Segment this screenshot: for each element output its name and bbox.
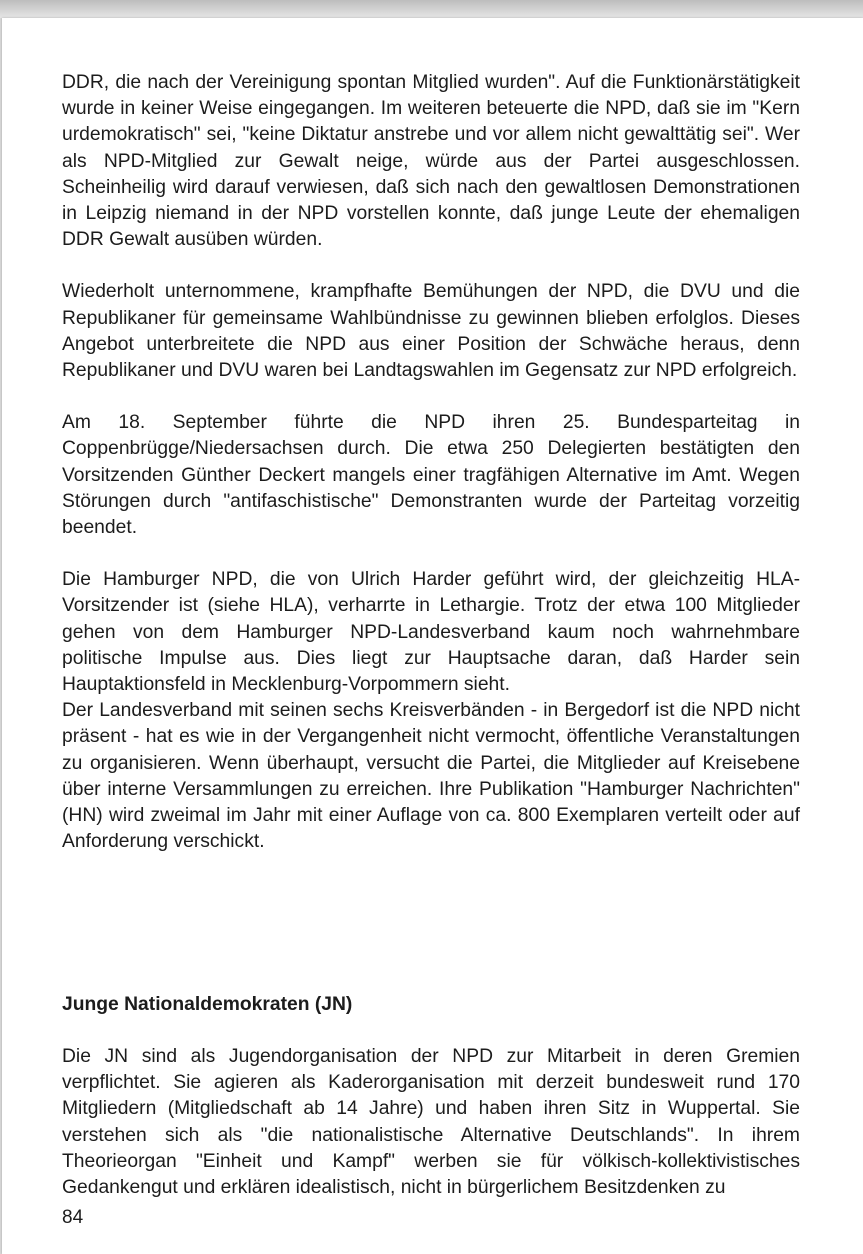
section-heading: Junge Nationaldemokraten (JN): [62, 994, 353, 1015]
paragraph-hamburg-npd: Die Hamburger NPD, die von Ulrich Harder geführt wird, der gleichzeitig HLA-Vorsitzender ist (siehe HLA), verharrte in Lethargie. Trotz der etwa 100 Mitglieder gehen von dem Hamburger NPD-Landesverband kaum noch wahrnehmbare politische Impulse aus. Dies liegt zur Hauptsache daran, daß Harder sein Hauptaktionsfeld in Mecklenburg-Vorpommern sieht.: [62, 569, 800, 696]
body-text: [62, 70, 800, 855]
paragraph-electoral-alliances: Wiederholt unternommene, krampfhafte Bemühungen der NPD, die DVU und die Republikaner für gemeinsame Wahlbündnisse zu gewinnen blieben erfolglos. Dieses Angebot unterbreitete die NPD aus einer Position der Schwäche heraus, denn Republikaner und DVU waren bei Landtagswahlen im Gegensatz zur NPD erfolgreich.: [62, 281, 800, 382]
paragraph-state-association: Der Landesverband mit seinen sechs Kreisverbänden - in Bergedorf ist die NPD nicht präsent - hat es wie in der Vergangenheit nicht vermocht, öffentliche Veranstaltungen zu organisieren. Wenn überhaupt, versucht die Partei, die Mitglieder auf Kreisebene über interne Versammlungen zu erreichen. Ihre Publikation "Hamburger Nachrichten" (HN) wird zweimal im Jahr mit einer Auflage von ca. 800 Exemplaren verteilt oder auf Anforderung verschickt.: [62, 700, 800, 853]
page-number: 84: [62, 1207, 84, 1228]
paragraph-jn: Die JN sind als Jugendorganisation der NPD zur Mitarbeit in deren Gremien verpflichtet. Sie agieren als Kaderorganisation mit derzeit bundesweit rund 170 Mitgliedern (Mitgliedschaft ab 14 Jahre) und haben ihren Sitz in Wuppertal. Sie verstehen sich als "die nationalistische Alternative Deutschlands". In ihrem Theorieorgan "Einheit und Kampf" werben sie für völkisch-kollektivistisches Gedankengut und erklären idealistisch, nicht in bürgerlichem Besitzdenken zu: [62, 1046, 800, 1199]
paragraph-party-congress: Am 18. September führte die NPD ihren 25. Bundesparteitag in Coppenbrügge/Niedersachsen durch. Die etwa 250 Delegierten bestätigten den Vorsitzenden Günther Deckert mangels einer tragfähigen Alternative im Amt. Wegen Störungen durch "antifaschistische" Demonstranten wurde der Parteitag vorzeitig beendet.: [62, 412, 800, 539]
scan-shadow: [0, 0, 863, 18]
paragraph-npd-statement: DDR, die nach der Vereinigung spontan Mitglied wurden". Auf die Funktionärstätigkeit wurde in keiner Weise eingegangen. Im weiteren beteuerte die NPD, daß sie im "Kern urdemokratisch" sei, "keine Diktatur anstrebe und vor allem nicht gewalttätig sei". Wer als NPD-Mitglied zur Gewalt neige, würde aus der Partei ausgeschlossen. Scheinheilig wird darauf verwiesen, daß sich nach den gewaltlosen Demonstrationen in Leipzig niemand in der NPD vorstellen konnte, daß junge Leute der ehemaligen DDR Gewalt ausüben würden.: [62, 72, 800, 251]
section-body: [62, 1044, 800, 1201]
